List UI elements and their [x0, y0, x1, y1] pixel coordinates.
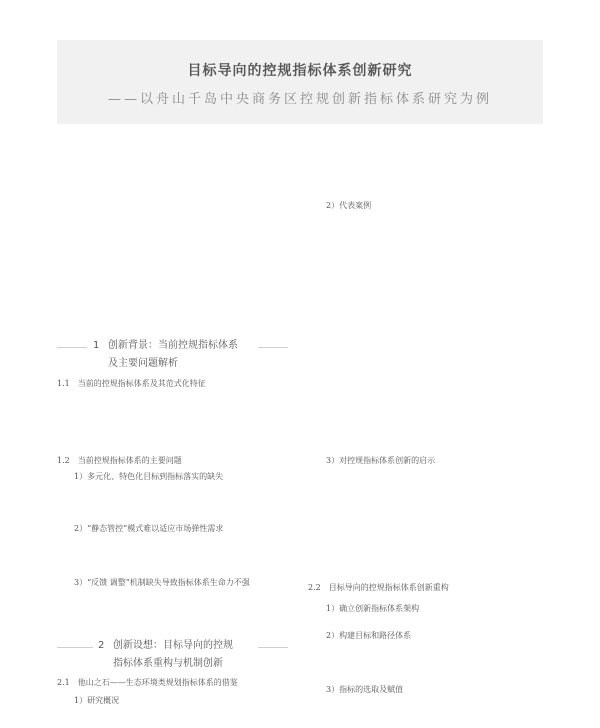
- subsection-2-1: 2.1 他山之石——生态环境类规划指标体系的借鉴: [57, 678, 238, 687]
- section1-title-line2: 及主要问题解析: [108, 358, 178, 369]
- s2-1-item-1: 1）研究概况: [74, 696, 120, 705]
- right-case-item: 2）代表案例: [326, 201, 372, 210]
- right-inspiration-item: 3）对控规指标体系创新的启示: [326, 456, 436, 465]
- subsection-2-2: 2.2 目标导向的控规指标体系创新重构: [308, 583, 449, 592]
- section1-title-line1: 创新背景：当前控规指标体系: [108, 340, 238, 351]
- section2-number: 2: [98, 640, 105, 651]
- s2-2-item-3: 3）指标的选取及赋值: [326, 685, 404, 694]
- section2-rule-right: [258, 647, 288, 648]
- paper-title: 目标导向的控规指标体系创新研究: [187, 63, 413, 79]
- paper-subtitle: ——以舟山千岛中央商务区控规创新指标体系研究为例: [107, 92, 492, 107]
- subsection-1-1: 1.1 当前的控规指标体系及其范式化特征: [57, 379, 206, 388]
- s2-2-item-1: 1）确立创新指标体系架构: [326, 604, 420, 613]
- section1-rule-right: [258, 347, 288, 348]
- section1-title: [108, 337, 238, 373]
- section2-title-line1: 创新设想：目标导向的控规: [113, 640, 233, 651]
- s1-2-item-1: 1）多元化、特色化目标到指标落实的缺失: [74, 472, 224, 481]
- title-box: [57, 40, 543, 124]
- subsection-1-2: 1.2 当前控规指标体系的主要问题: [57, 456, 182, 465]
- s1-2-item-3: 3）“反馈 调整”机制缺失导致指标体系生命力不强: [74, 578, 250, 587]
- section1-rule-left: [57, 347, 87, 348]
- section2-rule-left: [57, 647, 93, 648]
- section1-number: 1: [93, 340, 100, 351]
- section2-title-line2: 指标体系重构与机制创新: [113, 658, 223, 669]
- s2-2-item-2: 2）构建目标和路径体系: [326, 631, 412, 640]
- section2-title: [113, 637, 233, 673]
- s1-2-item-2: 2）“静态管控”模式难以适应市场弹性需求: [74, 524, 224, 533]
